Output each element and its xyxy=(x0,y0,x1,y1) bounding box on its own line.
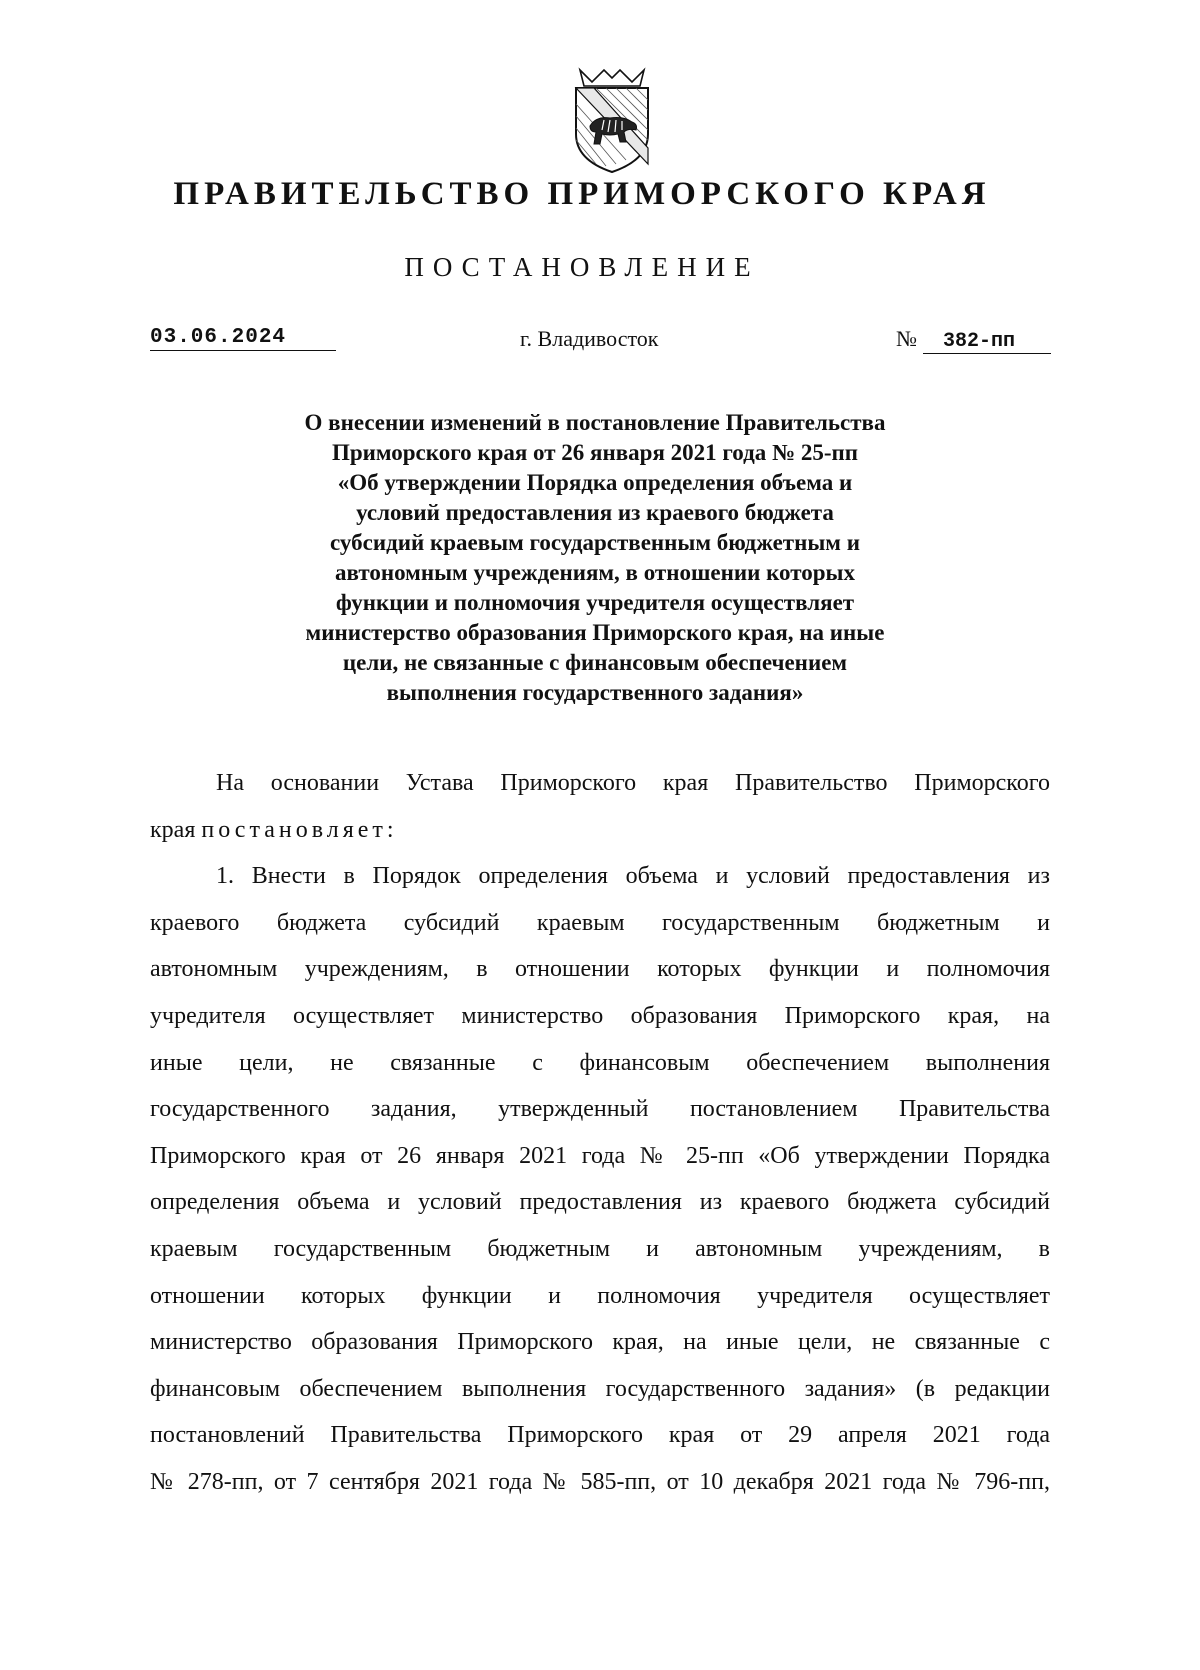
body-line: На основании Устава Приморского края Правительство Приморского xyxy=(216,770,1050,796)
heading-line: условий предоставления из краевого бюджета xyxy=(356,500,834,525)
document-type: ПОСТАНОВЛЕНИЕ xyxy=(404,252,760,282)
body-line: 1. Внести в Порядок определения объема и условий предоставления из xyxy=(216,863,1050,890)
body-line: Приморского края от 26 января 2021 года № 25-пп «Об утверждении Порядка xyxy=(150,1142,1050,1169)
heading-line: цели, не связанные с финансовым обеспечением xyxy=(342,650,848,675)
document-body xyxy=(150,760,1050,1506)
heading-line: субсидий краевым государственным бюджетным и xyxy=(330,530,860,555)
body-line: краевым государственным бюджетным и автономным учреждениям, в xyxy=(150,1235,1050,1262)
heading-line: автономным учреждениям, в отношении которых xyxy=(335,560,855,585)
body-line: иные цели, не связанные с финансовым обеспечением выполнения xyxy=(150,1049,1050,1076)
heading-line: Приморского края от 26 января 2021 года № 25-пп xyxy=(331,440,859,465)
heading-line: О внесении изменений в постановление Правительства xyxy=(304,410,886,435)
body-line: постановлений Правительства Приморского края от 29 апреля 2021 года xyxy=(150,1422,1050,1449)
number-sign: № xyxy=(896,326,917,351)
document-date: 03.06.2024 xyxy=(150,326,336,351)
number-value: 382-пп xyxy=(923,330,1051,354)
body-line: финансовым обеспечением выполнения государственного задания» (в редакции xyxy=(150,1375,1050,1402)
heading-line: выполнения государственного задания» xyxy=(386,680,804,705)
body-line: определения объема и условий предоставления из краевого бюджета субсидий xyxy=(150,1189,1050,1216)
heading-line: министерство образования Приморского края, на иные xyxy=(305,620,885,645)
body-line: учредителя осуществляет министерство образования Приморского края, на xyxy=(150,1002,1050,1029)
body-line: отношении которых функции и полномочия учредителя осуществляет xyxy=(150,1282,1050,1309)
body-line: государственного задания, утвержденный постановлением Правительства xyxy=(150,1096,1050,1123)
body-line: министерство образования Приморского края, на иные цели, не связанные с xyxy=(150,1329,1050,1356)
document-city: г. Владивосток xyxy=(520,326,659,351)
government-title: ПРАВИТЕЛЬСТВО ПРИМОРСКОГО КРАЯ xyxy=(173,176,991,212)
body-line: автономным учреждениям, в отношении которых функции и полномочия xyxy=(150,956,1050,983)
intro-prefix: края xyxy=(150,816,202,843)
body-line: № 278-пп, от 7 сентября 2021 года № 585-пп, от 10 декабря 2021 года № 796-пп, xyxy=(150,1468,1050,1495)
heading-line: функции и полномочия учредителя осуществляет xyxy=(335,590,855,615)
body-line: краевого бюджета субсидий краевым государственным бюджетным и xyxy=(150,909,1050,936)
document-heading xyxy=(235,408,955,708)
coat-of-arms-icon xyxy=(566,64,658,176)
body-line xyxy=(150,807,1050,854)
document-number xyxy=(896,326,1051,354)
heading-line: «Об утверждении Порядка определения объема и xyxy=(337,470,853,495)
resolves-word: постановляет: xyxy=(201,816,398,843)
document-meta xyxy=(0,322,1200,358)
